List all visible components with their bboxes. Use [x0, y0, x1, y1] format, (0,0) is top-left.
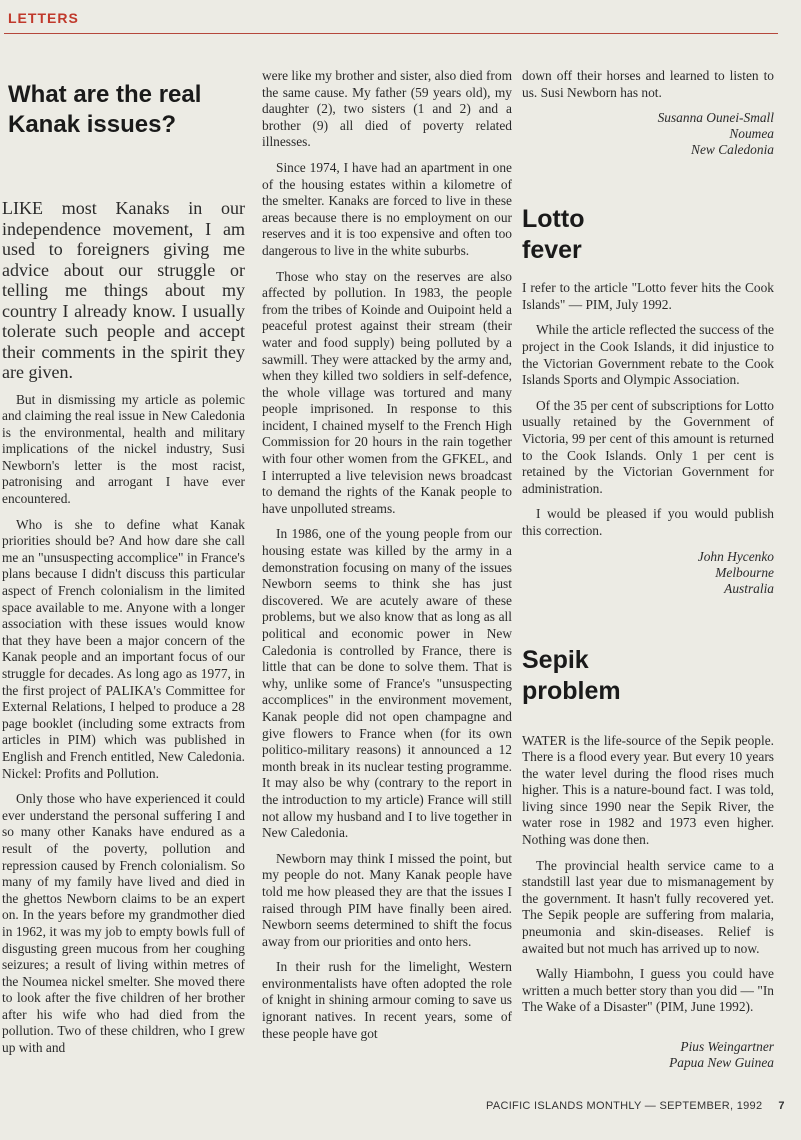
column-2: [262, 68, 512, 1051]
letter1-paragraph: Newborn may think I missed the point, but my people do not. Many Kanak people have told me how pleased they are that the issues I raised through PIM have finally been aired. Newborn seems determined to shift the focus away from our priorities and onto hers.: [262, 850, 512, 949]
letter1-paragraph: In their rush for the limelight, Western environmentalists have often adopted the role of knight in shining armour coming to save us ignorant natives. In recent years, some of these people have got: [262, 959, 512, 1041]
letter1-paragraph: were like my brother and sister, also died from the same cause. My father (59 years old), my daughter (2), two sisters (1 and 2) and a brother (9) all died of poverty related illnesses.: [262, 68, 512, 150]
column-3: [522, 68, 774, 1079]
letter3-signature: [522, 1039, 774, 1071]
letter3-paragraph: The provincial health service came to a standstill last year due to mismanagement by the government. It hasn't fully recovered yet. The Sepik people are suffering from malaria, pneumonia and skin-diseases. Relief is awaited but not much has arrived up to now.: [522, 857, 774, 956]
letter3-paragraph: WATER is the life-source of the Sepik people. There is a flood every year. But every 10 years the water level during the flood rises much higher. This is a nature-bound fact. I was told, living since 1990 near the Sepik River, the water rose in 1982 and 1973 even higher. Nothing was done then.: [522, 732, 774, 848]
page-number: 7: [778, 1100, 785, 1112]
signature-country: Australia: [724, 580, 774, 596]
page-footer: [486, 1100, 785, 1112]
letter1-paragraph: Who is she to define what Kanak priorities should be? And how dare she call me an "unsuspecting accomplice" in France's plans because I didn't discuss this particular aspect of French colonialism in the limited space available to me. Anyone with a longer association with these issues would know that they have been a major concern of the Kanak people and an important focus of our struggle for decades. As long ago as 1977, in the first project of PALIKA's Committee for External Relations, I helped to produce a 28 page booklet (including some extracts from articles in PIM) which was published in English and French entitled, New Caledonia. Nickel: Profits and Pollution.: [2, 516, 245, 781]
letter1-paragraph: Since 1974, I have had an apartment in one of the housing estates within a kilometre of the smelter. Kanaks are forced to live in these areas because there is no employment on our reserves and it is too expensive and often too dangerous to live in the white suburbs.: [262, 159, 512, 258]
header-rule: [4, 33, 778, 34]
letter1-paragraph: Those who stay on the reserves are also affected by pollution. In 1983, the people from the tribes of Koinde and Ouipoint held a peaceful protest against their stream (their water and food supply) being polluted by a sawmill. They were attacked by the army and, when they killed two soldiers in self-defence, the whole village was tortured and many people imprisoned. In response to this incident, I chained myself to the French High Commission for 20 hours in the rain together with four other women from the GFKEL, and I interrupted a live television news broadcast to demand the rights of the Kanak people to have unpolluted streams.: [262, 268, 512, 516]
letter1-paragraph: Only those who have experienced it could ever understand the personal suffering I and so many other Kanaks have endured as a result of the poverty, pollution and repression caused by French colonialism. So many of my family have lived and died in the ghettos Newborn claims to be an expert on. In the years before my grandmother died in 1962, it was my job to empty bowls full of disgusting green mucous from her coughing seizures; a result of living within metres of the Noumea nickel smelter. She moved there to look after the five children of her brother after his wife who had died from the pollution. Two of these children, who I grew up with and: [2, 791, 245, 1056]
headline-sepik: Sepik problem: [522, 645, 621, 705]
letter1-paragraph: down off their horses and learned to listen to us. Susi Newborn has not.: [522, 68, 774, 100]
letter1-paragraph: But in dismissing my article as polemic and claiming the real issue in New Caledonia is the environmental, health and military implications of the nickel industry, Susi Newborn's letter is the most racist, patronising and arrogant I have ever encountered.: [2, 391, 245, 507]
signature-city: Noumea: [729, 126, 774, 142]
signature-country: New Caledonia: [691, 142, 774, 158]
signature-name: Pius Weingartner: [680, 1039, 774, 1054]
signature-country: Papua New Guinea: [669, 1055, 774, 1070]
letter1-lead: LIKE most Kanaks in our independence movement, I am used to foreigners giving me advice about our struggle or telling me things about my country I already know. I usually tolerate such people and accept their comments in the spirit they are given.: [2, 198, 245, 382]
section-label: LETTERS: [8, 10, 79, 26]
headline-kanak: What are the real Kanak issues?: [8, 81, 202, 138]
letter2-paragraph: I would be pleased if you would publish this correction.: [522, 506, 774, 538]
letter2-signature: [522, 549, 774, 597]
letter2-paragraph: I refer to the article "Lotto fever hits the Cook Islands" — PIM, July 1992.: [522, 280, 774, 312]
footer-publication: PACIFIC ISLANDS MONTHLY — SEPTEMBER, 1992: [486, 1100, 763, 1112]
signature-name: John Hycenko: [697, 548, 774, 564]
letter1-paragraph: In 1986, one of the young people from our housing estate was killed by the army in a demonstration focusing on many of the issues Newborn seems to think she has just discovered. We are acutely aware of these problems, but we also know that as long as all political and economic power in New Caledonia is controlled by France, there is little that can be done to solve them. That is why, unlike some of France's "unsuspecting accomplices" in the environment movement, Kanak people did not open champagne and give flowers to France when (for its own politico-military reasons) it announced a 12 month break in its nuclear testing programme. It may also be why (contrary to the report in the introduction to my article) France will still not allow my husband and I to live together in New Caledonia.: [262, 526, 512, 841]
letter2-paragraph: Of the 35 per cent of subscriptions for Lotto usually retained by the Government of Victoria, 99 per cent of this amount is returned to the Cook Islands. Only 1 per cent is retained by the Victorian Government for administration.: [522, 397, 774, 496]
headline-lotto: Lotto fever: [522, 205, 585, 265]
signature-city: Melbourne: [715, 564, 774, 580]
letter2-paragraph: While the article reflected the success of the project in the Cook Islands, it did injustice to the Victorian Government rebate to the Cook Islands Sports and Olympic Association.: [522, 322, 774, 388]
letter1-signature: [522, 110, 774, 158]
column-1: [2, 80, 245, 1066]
signature-name: Susanna Ounei-Small: [657, 110, 774, 126]
letter3-paragraph: Wally Hiambohn, I guess you could have written a much better story than you did — "In The Wake of a Disaster" (PIM, June 1992).: [522, 966, 774, 1015]
